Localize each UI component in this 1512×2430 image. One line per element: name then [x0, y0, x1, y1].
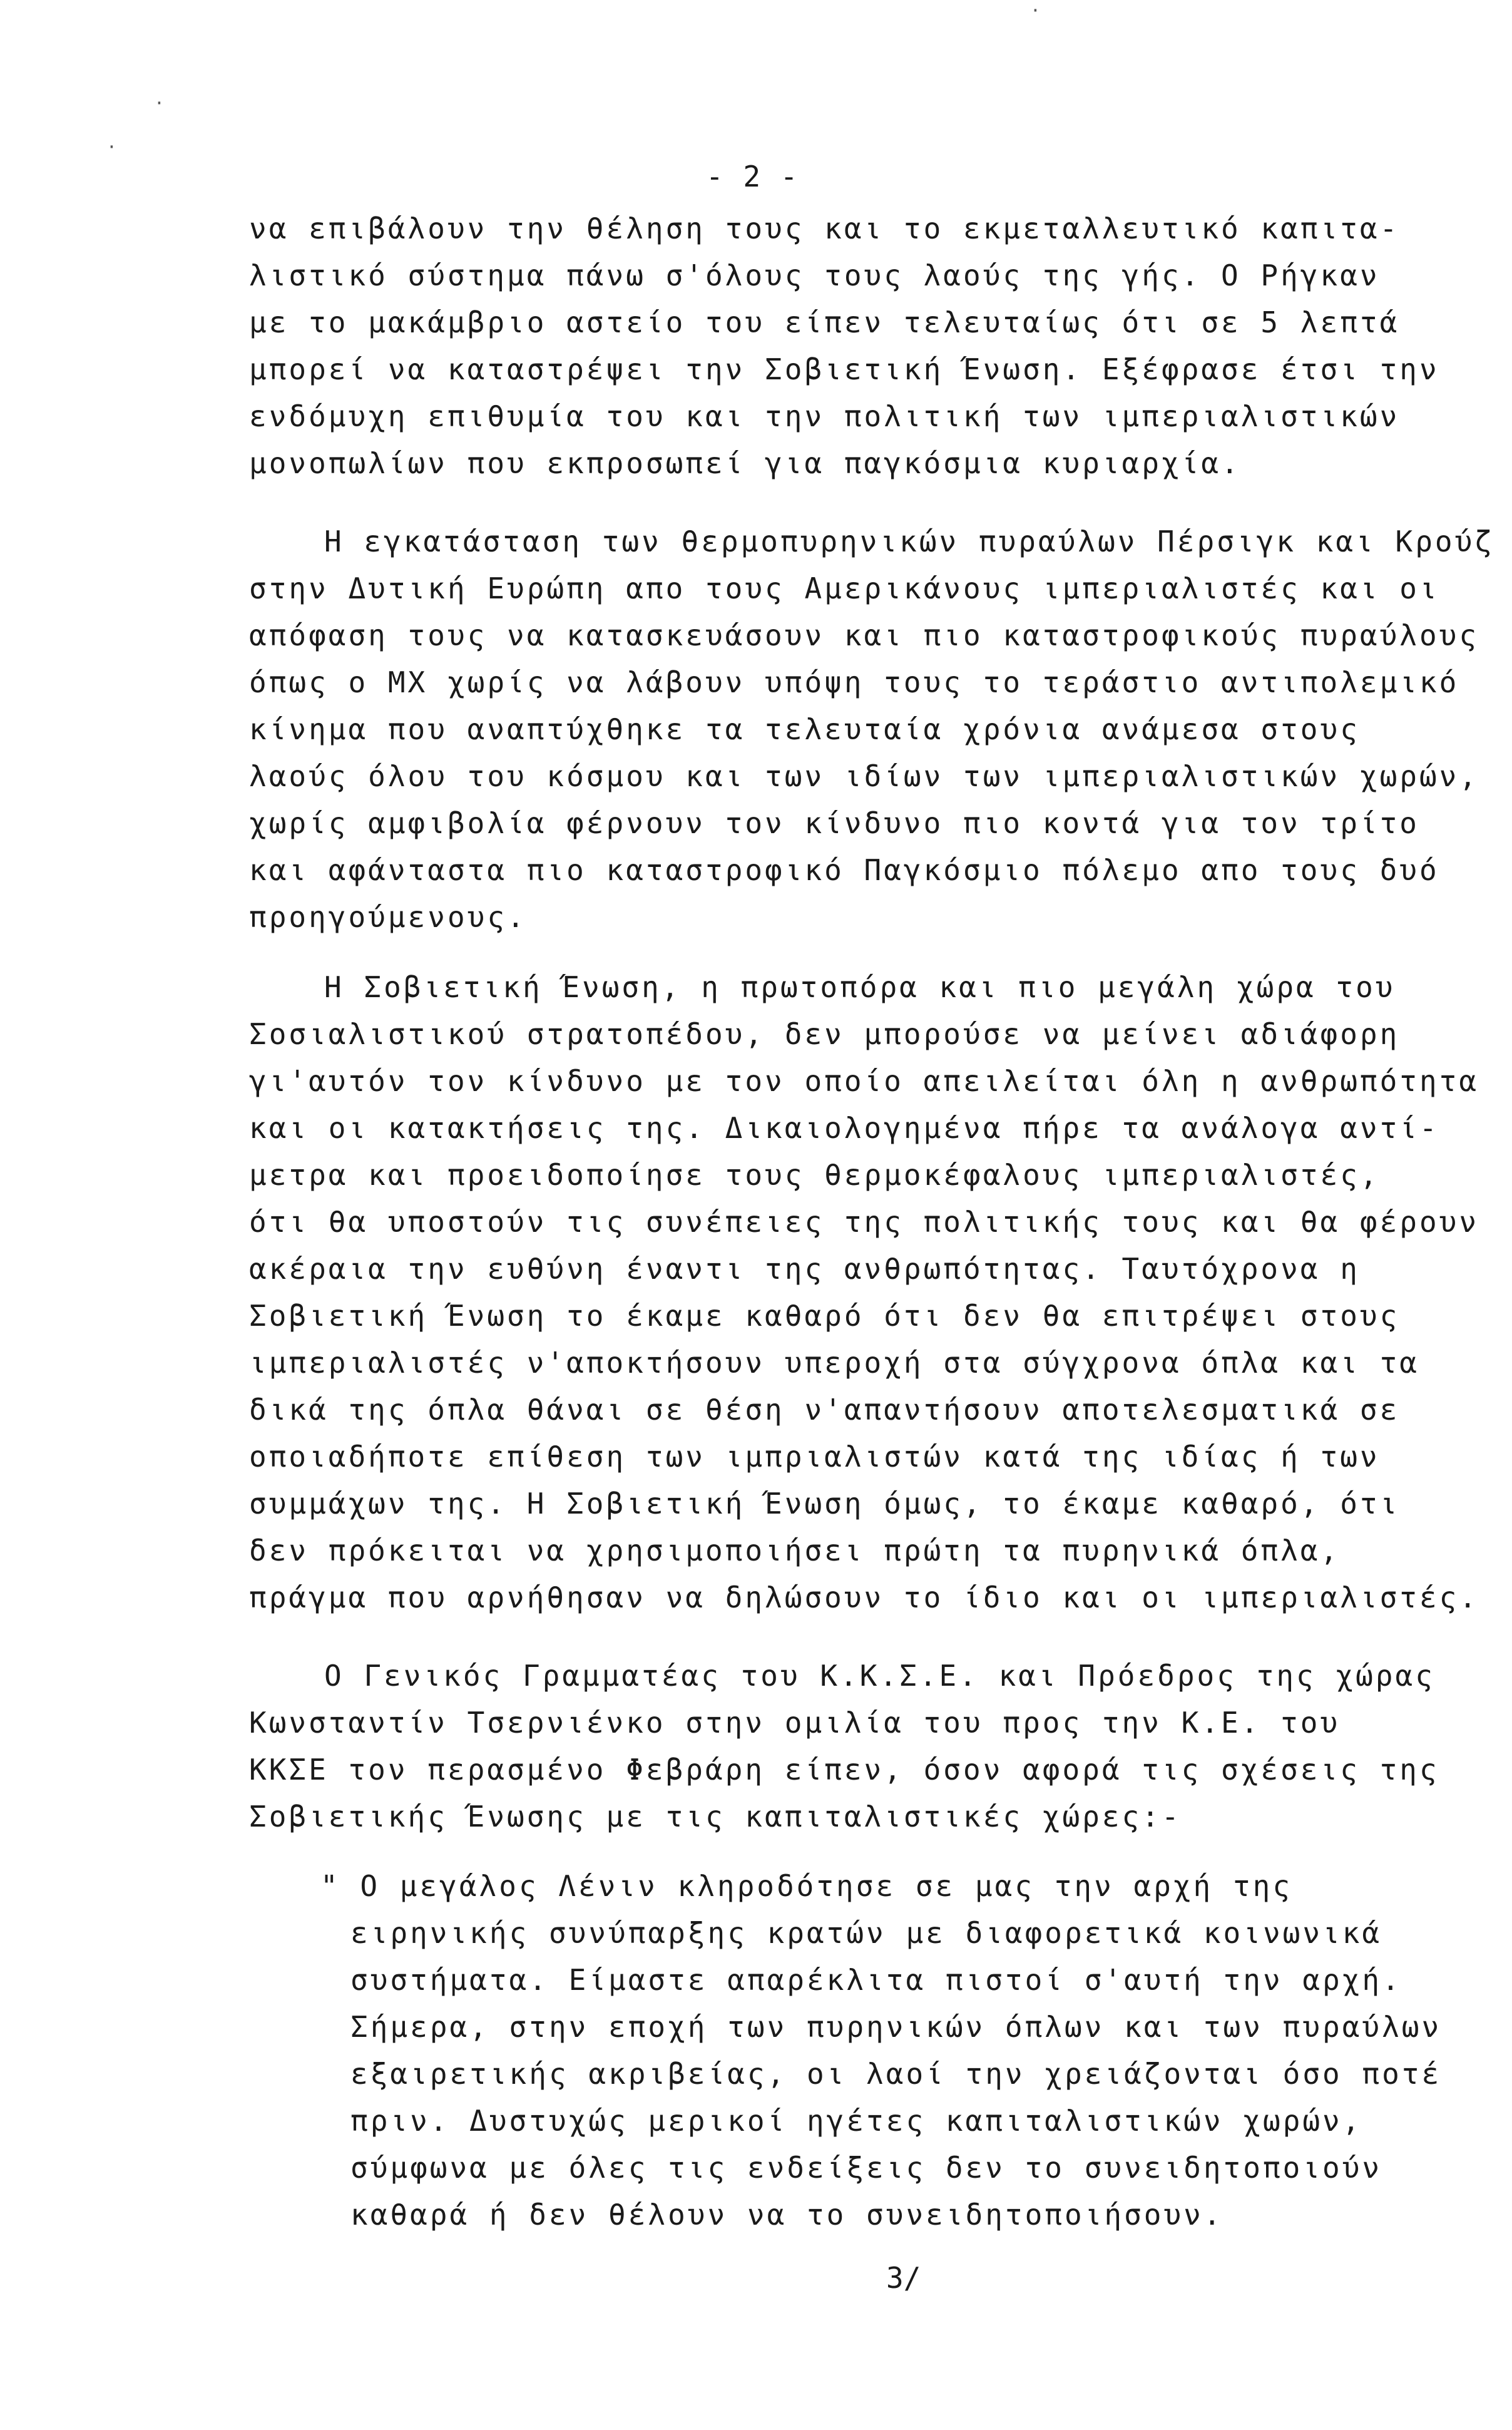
text-line: μετρα και προειδοποίησε τους θερμοκέφαλους ιμπεριαλιστές, — [249, 1158, 1380, 1192]
text-line: οποιαδήποτε επίθεση των ιμπριαλιστών κατά της ιδίας ή των — [249, 1440, 1380, 1474]
quote-line: " Ο μεγάλος Λένιν κληροδότησε σε μας την αρχή της — [320, 1869, 1293, 1903]
quote-block — [320, 1863, 1447, 2238]
paragraph-3 — [249, 964, 1479, 1621]
text-line: ιμπεριαλιστές ν'αποκτήσουν υπεροχή στα σύγχρονα όπλα και τα — [249, 1346, 1419, 1380]
text-line: και αφάνταστα πιο καταστροφικό Παγκόσμιο πόλεμο απο τους δυό — [249, 853, 1439, 887]
text-line: με το μακάμβριο αστείο του είπεν τελευταίως ότι σε 5 λεπτά — [249, 305, 1400, 339]
text-line: ακέραια την ευθύνη έναντι της ανθρωπότητας. Ταυτόχρονα η — [249, 1252, 1360, 1286]
text-line: μπορεί να καταστρέψει την Σοβιετική Ένωση. Εξέφρασε έτσι την — [249, 352, 1439, 386]
text-line: συμμάχων της. Η Σοβιετική Ένωση όμως, το έκαμε καθαρό, ότι — [249, 1487, 1400, 1520]
quote-line: Σήμερα, στην εποχή των πυρηνικών όπλων και των πυραύλων — [350, 2010, 1442, 2044]
text-line: μονοπωλίων που εκπροσωπεί για παγκόσμια κυριαρχία. — [249, 446, 1241, 480]
text-line: όπως ο ΜΧ χωρίς να λάβουν υπόψη τους το τεράστιο αντιπολεμικό — [249, 665, 1459, 699]
paragraph-2 — [249, 518, 1494, 941]
text-line: Ο Γενικός Γραμματέας του Κ.Κ.Σ.Ε. και Πρόεδρος της χώρας — [324, 1659, 1435, 1693]
paragraph-4 — [249, 1653, 1438, 1840]
quote-line: συστήματα. Είμαστε απαρέκλιτα πιστοί σ'αυτή την αρχή. — [350, 1963, 1402, 1997]
scan-speck: · — [154, 93, 165, 113]
text-line: και οι κατακτήσεις της. Δικαιολογημένα πήρε τα ανάλογα αντί- — [249, 1111, 1439, 1145]
quote-line: πριν. Δυστυχώς μερικοί ηγέτες καπιταλιστικών χωρών, — [350, 2104, 1362, 2138]
text-line: ενδόμυχη επιθυμία του και την πολιτική των ιμπεριαλιστικών — [249, 399, 1400, 433]
text-line: Σοσιαλιστικού στρατοπέδου, δεν μπορούσε να μείνει αδιάφορη — [249, 1017, 1400, 1051]
text-line: ΚΚΣΕ τον περασμένο Φεβράρη είπεν, όσον αφορά τις σχέσεις της — [249, 1753, 1439, 1787]
text-line: Σοβιετική Ένωση το έκαμε καθαρό ότι δεν θα επιτρέψει στους — [249, 1299, 1400, 1333]
text-line: ότι θα υποστούν τις συνέπειες της πολιτικής τους και θα φέρουν — [249, 1205, 1479, 1239]
scan-speck: · — [106, 136, 117, 157]
quote-line: σύμφωνα με όλες τις ενδείξεις δεν το συνειδητοποιούν — [350, 2151, 1382, 2185]
text-line: Η Σοβιετική Ένωση, η πρωτοπόρα και πιο μεγάλη χώρα του — [324, 970, 1396, 1004]
page-number: - 2 - — [706, 160, 799, 193]
text-line: κίνημα που αναπτύχθηκε τα τελευταία χρόνια ανάμεσα στους — [249, 712, 1360, 746]
paragraph-1 — [249, 205, 1438, 487]
text-line: στην Δυτική Ευρώπη απο τους Αμερικάνους ιμπεριαλιστές και οι — [249, 572, 1439, 605]
quote-line: εξαιρετικής ακριβείας, οι λαοί την χρειάζονται όσο ποτέ — [350, 2057, 1442, 2091]
scan-speck: · — [1030, 0, 1041, 21]
text-line: Η εγκατάσταση των θερμοπυρηνικών πυραύλων Πέρσιγκ και Κρούζ — [324, 525, 1494, 558]
continuation-mark: 3/ — [886, 2261, 921, 2295]
text-line: προηγούμενους. — [249, 900, 527, 934]
text-line: να επιβάλουν την θέληση τους και το εκμεταλλευτικό καπιτα- — [249, 212, 1400, 245]
text-line: απόφαση τους να κατασκευάσουν και πιο καταστροφικούς πυραύλους — [249, 618, 1479, 652]
text-line: λιστικό σύστημα πάνω σ'όλους τους λαούς της γής. Ο Ρήγκαν — [249, 259, 1380, 292]
text-line: λαούς όλου του κόσμου και των ιδίων των ιμπεριαλιστικών χωρών, — [249, 759, 1479, 793]
text-line: πράγμα που αρνήθησαν να δηλώσουν το ίδιο και οι ιμπεριαλιστές. — [249, 1581, 1479, 1614]
quote-line: καθαρά ή δεν θέλουν να το συνειδητοποιήσουν. — [350, 2198, 1223, 2232]
text-line: Σοβιετικής Ένωσης με τις καπιταλιστικές χώρες:- — [249, 1800, 1182, 1833]
text-line: Κωνσταντίν Τσερνιένκο στην ομιλία του προς την Κ.Ε. του — [249, 1706, 1341, 1740]
text-line: χωρίς αμφιβολία φέρνουν τον κίνδυνο πιο κοντά για τον τρίτο — [249, 806, 1419, 840]
text-line: δεν πρόκειται να χρησιμοποιήσει πρώτη τα πυρηνικά όπλα, — [249, 1534, 1341, 1567]
quote-line: ειρηνικής συνύπαρξης κρατών με διαφορετικά κοινωνικά — [350, 1916, 1382, 1950]
text-line: γι'αυτόν τον κίνδυνο με τον οποίο απειλείται όλη η ανθρωπότητα — [249, 1064, 1479, 1098]
text-line: δικά της όπλα θάναι σε θέση ν'απαντήσουν αποτελεσματικά σε — [249, 1393, 1400, 1427]
